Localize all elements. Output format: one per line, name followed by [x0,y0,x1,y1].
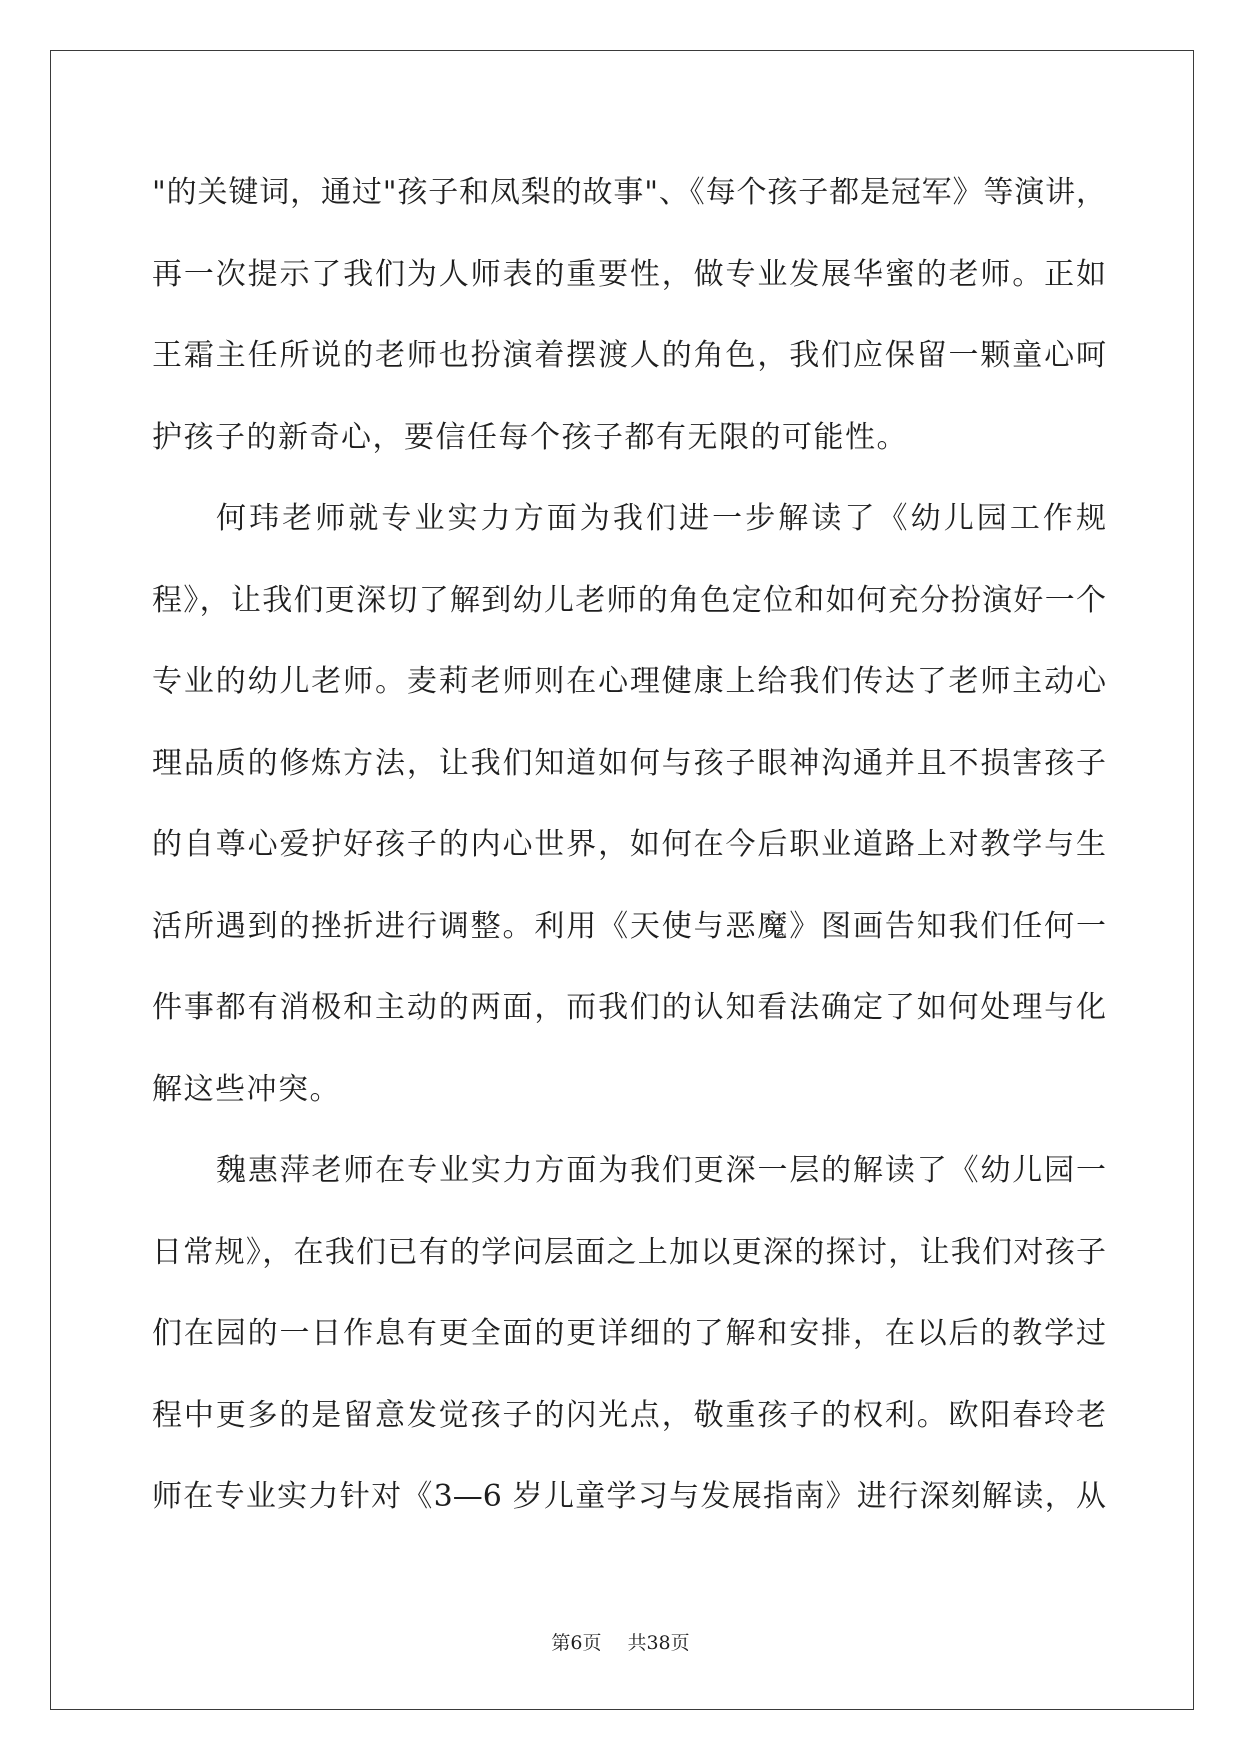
text-line: 解这些冲突。 [152,1071,341,1107]
text-line: 何玮老师就专业实力方面为我们进一步解读了《幼儿园工作规 [216,501,1106,536]
text-line: 王霜主任所说的老师也扮演着摆渡人的角色，我们应保留一颗童心呵 [152,338,1106,373]
paragraph [152,478,1106,1130]
text-line: "的关键词，通过"孩子和凤梨的故事"、《每个孩子都是冠军》等演讲， [152,175,1106,210]
paragraph [152,152,1106,478]
text-line: 程中更多的是留意发觉孩子的闪光点，敬重孩子的权利。欧阳春玲老 [152,1397,1106,1433]
text-line: 师在专业实力针对《3—6 岁儿童学习与发展指南》进行深刻解读，从 [152,1479,1106,1514]
page-number: 第6页 [551,1632,602,1654]
text-line: 程》，让我们更深切了解到幼儿老师的角色定位和如何充分扮演好一个 [152,582,1106,618]
text-line: 理品质的修炼方法，让我们知道如何与孩子眼神沟通并且不损害孩子 [152,745,1106,781]
page-total: 共38页 [627,1632,690,1654]
text-line: 的自尊心爱护好孩子的内心世界，如何在今后职业道路上对教学与生 [152,827,1106,862]
text-line: 活所遇到的挫折进行调整。利用《天使与恶魔》图画告知我们任何一 [152,908,1106,944]
text-line: 日常规》，在我们已有的学问层面之上加以更深的探讨，让我们对孩子 [152,1234,1106,1270]
document-body [152,152,1106,1538]
paragraph [152,1130,1106,1538]
text-line: 魏惠萍老师在专业实力方面为我们更深一层的解读了《幼儿园一 [216,1153,1106,1188]
text-line: 再一次提示了我们为人师表的重要性，做专业发展华蜜的老师。正如 [152,256,1106,292]
text-line: 件事都有消极和主动的两面，而我们的认知看法确定了如何处理与化 [152,990,1106,1025]
text-line: 们在园的一日作息有更全面的更详细的了解和安排，在以后的教学过 [152,1316,1106,1351]
text-line: 护孩子的新奇心，要信任每个孩子都有无限的可能性。 [152,419,908,455]
text-line: 专业的幼儿老师。麦莉老师则在心理健康上给我们传达了老师主动心 [152,664,1106,699]
page-footer [0,1628,1241,1658]
